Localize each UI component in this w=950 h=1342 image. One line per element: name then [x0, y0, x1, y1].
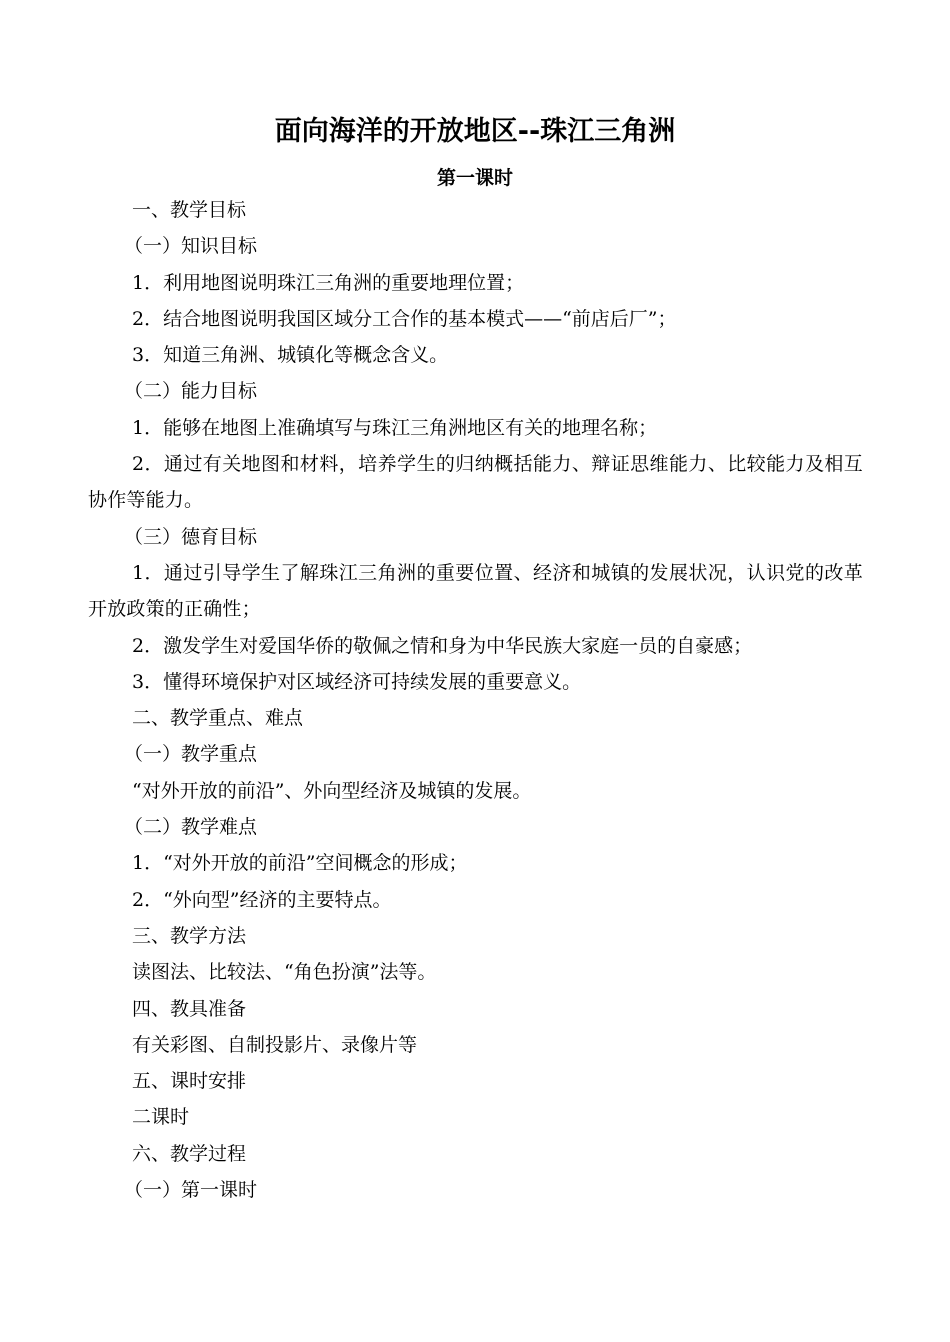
document-title: 面向海洋的开放地区--珠江三角洲 [274, 116, 676, 147]
section-subheading: （二）教学难点 [124, 816, 258, 839]
paragraph-line: 3．知道三角洲、城镇化等概念含义。 [132, 344, 449, 367]
paragraph-line: 2．通过有关地图和材料，培养学生的归纳概括能力、辩证思维能力、比较能力及相互协作等能力。 [88, 453, 863, 512]
paragraph-line: 读图法、比较法、“角色扮演”法等。 [132, 961, 437, 984]
paragraph-line: 2．激发学生对爱国华侨的敬佩之情和身为中华民族大家庭一员的自豪感； [132, 634, 753, 657]
section-subheading: （一）教学重点 [124, 743, 258, 766]
paragraph-line: 1．通过引导学生了解珠江三角洲的重要位置、经济和城镇的发展状况，认识党的改革开放政策的正确性； [88, 561, 863, 621]
paragraph-line: 三、教学方法 [132, 924, 247, 947]
section-subheading: （一）知识目标 [124, 235, 258, 258]
paragraph-line: 六、教学过程 [132, 1142, 247, 1165]
section-subheading: （一）第一课时 [124, 1179, 258, 1202]
paragraph-line: 一、教学目标 [132, 199, 247, 221]
paragraph-line: 四、教具准备 [132, 997, 247, 1020]
paragraph-line: 3．懂得环境保护对区域经济可持续发展的重要意义。 [132, 670, 582, 693]
section-subheading: （三）德育目标 [124, 525, 258, 548]
paragraph-line: 1．能够在地图上准确填写与珠江三角洲地区有关的地理名称； [132, 416, 658, 439]
section-subheading: （二）能力目标 [124, 380, 258, 403]
paragraph-line: 二课时 [132, 1106, 190, 1129]
paragraph-line: 1．利用地图说明珠江三角洲的重要地理位置； [132, 271, 525, 294]
paragraph-line: 五、课时安排 [132, 1070, 247, 1093]
paragraph-line: “对外开放的前沿”、外向型经济及城镇的发展。 [132, 779, 532, 802]
paragraph-line: 2．结合地图说明我国区域分工合作的基本模式——“前店后厂”； [132, 307, 677, 330]
paragraph-line: 2．“外向型”经济的主要特点。 [132, 888, 392, 911]
paragraph-line: 1．“对外开放的前沿”空间概念的形成； [132, 852, 468, 875]
document-body [88, 192, 863, 1208]
paragraph-line: 有关彩图、自制投影片、录像片等 [132, 1033, 418, 1056]
document-subtitle: 第一课时 [436, 167, 513, 189]
paragraph-line: 二、教学重点、难点 [132, 707, 304, 730]
